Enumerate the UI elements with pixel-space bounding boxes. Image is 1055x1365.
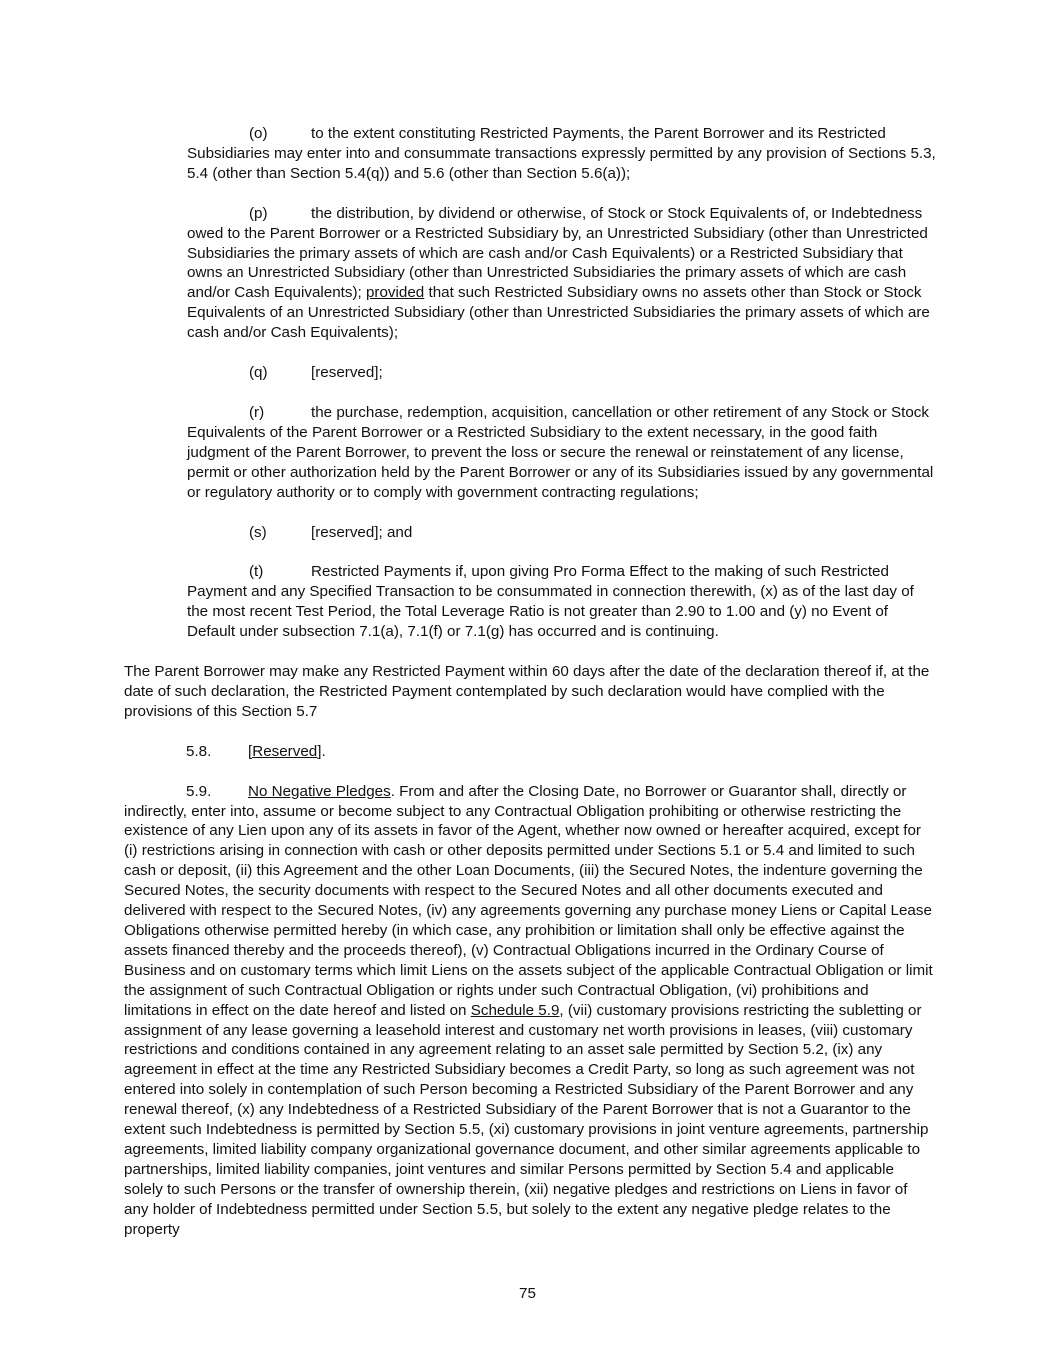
- closing-paragraph: The Parent Borrower may make any Restricted Payment within 60 days after the date of the declaration thereof if, at the date of such declaration, the Restricted Payment contemplated by such declaration would have complied with the provisions of this Section 5.7: [124, 663, 930, 720]
- section-number: 5.8.: [186, 742, 212, 760]
- clause-list: [187, 124, 936, 642]
- document-page: [124, 124, 936, 1260]
- section-5-9: [124, 782, 936, 1240]
- section-title: [Reserved]: [248, 742, 322, 760]
- clause-text: [reserved]; and: [311, 523, 413, 541]
- clause-label: (r): [249, 403, 265, 421]
- clause-q: [187, 363, 936, 383]
- clause-label: (o): [249, 125, 268, 142]
- clause-text: Restricted Payments if, upon giving Pro Forma Effect to the making of such Restricted Payment and any Specified Transaction to be consummated in connection therewith, (x) as of the last day of the most recent Test Period, the Total Leverage Ratio is not greater than 2.90 to 1.00 and (y) no Event of Default under subsection 7.1(a), 7.1(f) or 7.1(g) has occurred and is continuing.: [187, 563, 914, 641]
- clause-label: (s): [249, 523, 267, 541]
- clause-label: (q): [249, 364, 268, 382]
- clause-text: [reserved];: [311, 364, 383, 382]
- section-title-period: .: [321, 742, 326, 760]
- clause-r: [187, 403, 936, 503]
- section-title: No Negative Pledges: [248, 782, 391, 800]
- clause-text: to the extent constituting Restricted Payments, the Parent Borrower and its Restricted Subsidiaries may enter into and consummate transactions expressly permitted by any provision of Sections 5.3, 5.4 (other than Section 5.4(q)) and 5.6 (other than Section 5.6(a));: [187, 125, 936, 182]
- clause-p: [187, 204, 936, 343]
- clause-s: [187, 523, 936, 543]
- clause-label: (t): [249, 563, 264, 581]
- clause-t: [187, 562, 936, 642]
- section-body-continued: , (vii) customary provisions restricting the subletting or assignment of any lease governing a leasehold interest and customary net worth provisions in leases, (viii) customary restrictions and conditions contained in any agreement relating to an asset sale permitted by Section 5.2, (ix) any agreement in effect at the time any Restricted Subsidiary becomes a Credit Party, so long as such agreement was not entered into solely in contemplation of such Person becoming a Restricted Subsidiary of the Parent Borrower and any renewal thereof, (x) any Indebtedness of a Restricted Subsidiary of the Parent Borrower that is not a Guarantor to the extent such Indebtedness is permitted by Section 5.5, (xi) customary provisions in joint venture agreements, partnership agreements, limited liability company organizational governance document, and other similar agreements applicable to partnerships, limited liability companies, joint ventures and similar Persons permitted by Section 5.4 and applicable solely to such Persons or the transfer of ownership therein, (xii) negative pledges and restrictions on Liens in favor of any holder of Indebtedness permitted under Section 5.5, but solely to the extent any negative pledge relates to the property: [124, 1001, 929, 1238]
- clause-label: (p): [249, 204, 268, 222]
- section-5-8: [124, 742, 936, 762]
- clause-o: [187, 124, 936, 184]
- section-number: 5.9.: [186, 782, 212, 800]
- page-number: 75: [519, 1285, 536, 1302]
- provided-term: provided: [365, 284, 425, 302]
- section-body: . From and after the Closing Date, no Borrower or Guarantor shall, directly or indirectly, enter into, assume or become subject to any Contractual Obligation prohibiting or otherwise restricting the existence of any Lien upon any of its assets in favor of the Agent, whether now owned or hereafter acquired, except for (i) restrictions arising in connection with cash or other deposits permitted under Sections 5.1 or 5.4 and limited to such cash or deposit, (ii) this Agreement and the other Loan Documents, (iii) the Secured Notes, the indenture governing the Secured Notes, the security documents with respect to the Secured Notes and all other documents executed and delivered with respect to the Secured Notes, (iv) any agreements governing any purchase money Liens or Capital Lease Obligations otherwise permitted hereby (in which case, any prohibition or limitation shall only be effective against the assets financed thereby and the proceeds thereof), (v) Contractual Obligations incurred in the Ordinary Course of Business and on customary terms which limit Liens on the assets subject of the applicable Contractual Obligation or limit the assignment of such Contractual Obligation or rights under such Contractual Obligation, (vi) prohibitions and limitations in effect on the date hereof and listed on: [124, 782, 933, 1019]
- clause-text-continued: that such Restricted Subsidiary owns no assets other than Stock or Stock Equivalents of an Unrestricted Subsidiary (other than Unrestricted Subsidiaries the primary assets of which are cash and/or Cash Equivalents);: [187, 284, 930, 342]
- schedule-reference: Schedule 5.9: [470, 1001, 560, 1019]
- clause-text: the purchase, redemption, acquisition, cancellation or other retirement of any Stock or Stock Equivalents of the Parent Borrower or a Restricted Subsidiary to the extent necessary, in the good faith judgment of the Parent Borrower, to prevent the loss or secure the renewal or reinstatement of any license, permit or other authorization held by the Parent Borrower or any of its Subsidiaries issued by any governmental or regulatory authority or to comply with government contracting regulations;: [187, 403, 934, 501]
- clause-text: the distribution, by dividend or otherwise, of Stock or Stock Equivalents of, or Indebtedness owed to the Parent Borrower or a Restricted Subsidiary by, an Unrestricted Subsidiary (other than Unrestricted Subsidiaries the primary assets of which are cash and/or Cash Equivalents) or a Restricted Subsidiary that owns an Unrestricted Subsidiary (other than Unrestricted Subsidiaries the primary assets of which are cash and/or Cash Equivalents);: [187, 204, 928, 302]
